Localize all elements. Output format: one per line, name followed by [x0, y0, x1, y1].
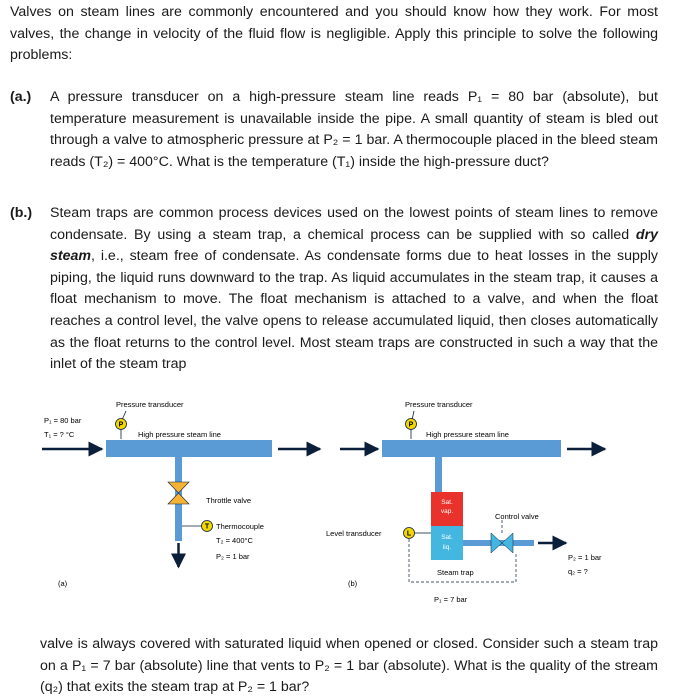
fig-a-pressure-transducer-label: Pressure transducer [116, 400, 184, 409]
part-a [10, 87, 658, 173]
fig-b-p-symbol-text: P [408, 421, 414, 429]
part-b-continuation: valve is always covered with saturated liquid when opened or closed. Consider such a steam trap on a P₁ = 7 bar (absolute) line that vents to P₂ = 1 bar (absolute). What is the quality of the stream (q₂) that exits the steam trap at P₂ = 1 bar? [40, 636, 658, 696]
fig-b-l-symbol-text: L [406, 530, 412, 538]
intro-paragraph: Valves on steam lines are commonly encountered and you should know how they work. For most valves, the change in velocity of the fluid flow is negligible. Apply this principle to solve the following problems: [10, 4, 658, 64]
fig-b-sat-vap-1: Sat. [441, 499, 453, 506]
fig-a-throttle-label: Throttle valve [206, 496, 252, 505]
part-b [10, 203, 658, 376]
fig-b-pressure-transducer-label: Pressure transducer [405, 400, 473, 409]
fig-b-sat-vap-2: vap. [440, 508, 454, 515]
fig-b-p2: P₂ = 1 bar [568, 553, 602, 562]
fig-b-sat-liq-region [431, 526, 463, 560]
figure-a [42, 400, 320, 588]
steam-diagram [30, 392, 640, 624]
fig-a-p-symbol-text: P [118, 421, 124, 429]
fig-b-control-valve-right [502, 533, 513, 553]
part-a-text: A pressure transducer on a high-pressure steam line reads P₁ = 80 bar (absolute), but temperature measurement is unavailable inside the pipe. A small quantity of steam is bled out through a valve to atmospheric pressure at P₂ = 1 bar. A thermocouple placed in the bleed steam reads (T₂) = 400°C. What is the temperature (T₁) inside the high-pressure duct? [50, 89, 658, 170]
fig-b-level-transducer-label: Level transducer [326, 529, 382, 538]
fig-a-t1: T₁ = ? °C [44, 430, 75, 439]
fig-b-line-label: High pressure steam line [426, 430, 509, 439]
part-b-text-2: , i.e., steam free of condensate. As condensate forms due to heat losses in the supply piping, the liquid runs downward to the trap. As liquid accumulates in the steam trap, it causes a float mechanism to move. The float mechanism is attached to a valve, and when the float reaches a control level, the valve opens to release accumulated liquid, then closes automatically as the float returns to the control level. Most steam traps are constructed in such a way that the inlet of the steam trap [50, 248, 658, 373]
part-a-label: (a.) [10, 89, 32, 105]
fig-a-p2: P₂ = 1 bar [216, 552, 250, 561]
fig-b-sat-liq-1: Sat. [441, 534, 453, 541]
fig-a-thermocouple-label: Thermocouple [216, 522, 264, 531]
fig-b-p1: P₁ = 7 bar [434, 595, 468, 604]
fig-b-label: (b) [348, 579, 358, 588]
part-b-text [50, 203, 658, 376]
fig-b-control-valve-label: Control valve [495, 512, 539, 521]
part-b-label: (b.) [10, 205, 33, 221]
fig-a-line-label: High pressure steam line [138, 430, 221, 439]
fig-b-q2: q₂ = ? [568, 567, 588, 576]
dry-steam-emphasis: dry steam [50, 226, 658, 265]
fig-a-t2: T₂ = 400°C [216, 536, 253, 545]
fig-b-steam-pipe [382, 440, 561, 457]
part-b-text-1: Steam traps are common process devices used on the lowest points of steam lines to remove condensate. By using a steam trap, a chemical process can be supplied with so called [50, 205, 658, 243]
fig-a-label: (a) [58, 579, 68, 588]
fig-b-control-valve-left [491, 533, 502, 553]
fig-a-t-symbol-text: T [204, 523, 210, 531]
fig-b-sat-liq-2: liq. [442, 544, 452, 551]
fig-a-steam-pipe [106, 440, 272, 457]
figure-b [326, 400, 605, 604]
fig-b-drain-pipe [435, 457, 442, 492]
fig-a-throttle-valve-bottom [168, 493, 189, 504]
fig-a-throttle-valve-top [168, 482, 189, 493]
fig-a-p1: P₁ = 80 bar [44, 416, 82, 425]
fig-b-steam-trap-label: Steam trap [437, 568, 474, 577]
